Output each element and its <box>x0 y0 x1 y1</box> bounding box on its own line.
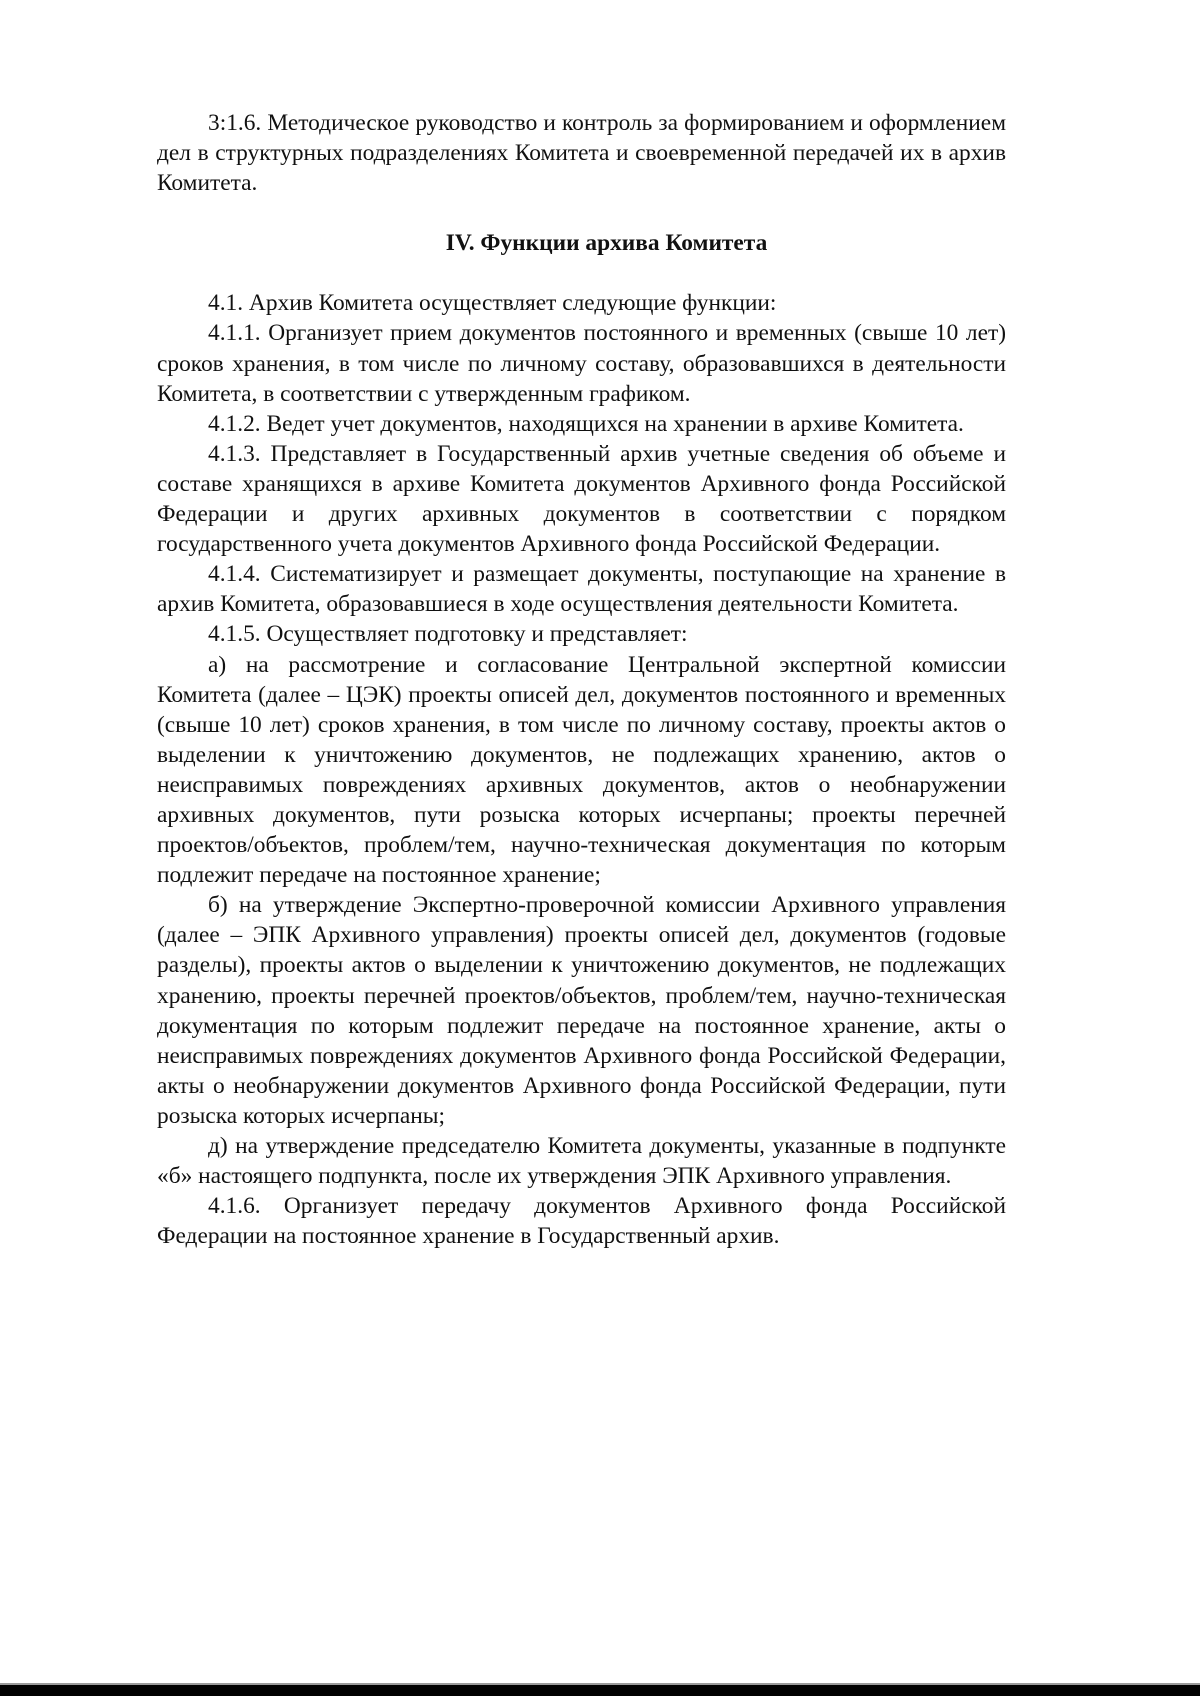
paragraph-4-1-6: 4.1.6. Организует передачу документов Архивного фонда Российской Федерации на постоянное хранение в Государственный архив. <box>157 1193 1006 1250</box>
paragraph-4-1-5-d: д) на утверждение председателю Комитета документы, указанные в подпункте «б» настоящего подпункта, после их утверждения ЭПК Архивного управления. <box>157 1133 1006 1190</box>
paragraph-3-1-6: 3:1.6. Методическое руководство и контроль за формированием и оформлением дел в структурных подразделениях Комитета и своевременной передачей их в архив Комитета. <box>157 110 1006 197</box>
paragraph-4-1-2: 4.1.2. Ведет учет документов, находящихся на хранении в архиве Комитета. <box>208 410 964 437</box>
paragraph-4-1-5: 4.1.5. Осуществляет подготовку и представляет: <box>208 621 688 648</box>
paragraph-4-1: 4.1. Архив Комитета осуществляет следующие функции: <box>208 290 777 317</box>
paragraph-4-1-1: 4.1.1. Организует прием документов постоянного и временных (свыше 10 лет) сроков хранения, в том числе по личному составу, образовавшихся в деятельности Комитета, в соответствии с утвержденным графиком. <box>157 320 1006 407</box>
paragraph-4-1-5-b: б) на утверждение Экспертно-проверочной комиссии Архивного управления (далее – ЭПК Архивного управления) проекты описей дел, документов (годовые разделы), проекты актов о выделении к уничтожению документов, не подлежащих хранению, проекты перечней проектов/объектов, проблем/тем, научно-техническая документация по которым подлежит передаче на постоянное хранение, акты о неисправимых повреждениях документов Архивного фонда Российской Федерации, акты о необнаружении документов Архивного фонда Российской Федерации, пути розыска которых исчерпаны; <box>157 892 1006 1129</box>
section-heading: IV. Функции архива Комитета <box>445 230 768 257</box>
paragraph-4-1-3: 4.1.3. Представляет в Государственный архив учетные сведения об объеме и составе хранящихся в архиве Комитета документов Архивного фонда Российской Федерации и других архивных документов в соответствии с порядком государственного учета документов Архивного фонда Российской Федерации. <box>157 440 1006 558</box>
scan-bottom-border <box>0 1685 1200 1696</box>
paragraph-4-1-4: 4.1.4. Систематизирует и размещает документы, поступающие на хранение в архив Комитета, образовавшиеся в ходе осуществления деятельности Комитета. <box>157 561 1006 618</box>
paragraph-4-1-5-a: а) на рассмотрение и согласование Центральной экспертной комиссии Комитета (далее – ЦЭК) проекты описей дел, документов постоянного и временных (свыше 10 лет) сроков хранения, в том числе по личному составу, проекты актов о выделении к уничтожению документов, не подлежащих хранению, актов о неисправимых повреждениях архивных документов, актов о необнаружении архивных документов, пути розыска которых исчерпаны; проекты перечней проектов/объектов, проблем/тем, научно-техническая документация по которым подлежит передаче на постоянное хранение; <box>157 651 1006 889</box>
document-page <box>157 108 1006 1251</box>
